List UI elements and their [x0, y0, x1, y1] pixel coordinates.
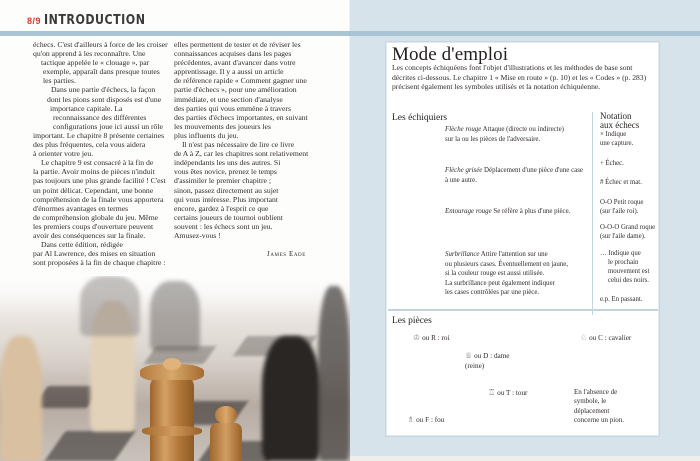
text-line: vous êtes novice, prenez le temps	[174, 167, 277, 177]
boards-heading: Les échiquiers	[392, 113, 448, 123]
text-line: qui vous intéresse. Plus important	[174, 194, 278, 204]
text-line: tactique appelée le « clouage », par	[41, 58, 150, 68]
notation-checkmate	[600, 179, 642, 188]
blurred-shadow-piece	[80, 276, 140, 336]
definition: les cases contrôlées par une pièce.	[445, 289, 540, 297]
term: Flèche grisée	[445, 167, 483, 174]
queen-top	[163, 358, 181, 370]
definition: sur la ou les pièces de l'adversaire.	[445, 135, 541, 143]
piece-queen	[465, 351, 510, 371]
piece-knight	[580, 333, 631, 344]
piece-label: ou C : cavalier	[589, 334, 632, 342]
text-line: avoir des conséquences sur la finale.	[33, 230, 146, 240]
text-line: les parties.	[43, 76, 76, 86]
definition: à une autre.	[445, 176, 477, 184]
notation-line: (sur l'aile roi).	[600, 207, 639, 215]
definition: Attire l'attention sur une	[480, 251, 548, 258]
text-line: elles permettent de tester et de réviser les	[174, 40, 301, 49]
queen-body	[150, 380, 194, 461]
notation-line: # Échec et mat.	[600, 179, 642, 186]
queen-icon: ♕	[465, 351, 473, 360]
text-line: encore, gardez à l'esprit ce que	[174, 203, 269, 213]
term: Surbrillance	[445, 251, 480, 258]
definition: ou plusieurs cases. Éventuellement en jaune,	[445, 260, 569, 268]
board-item-red-arrow	[445, 125, 564, 144]
header-bar	[0, 31, 350, 36]
text-line: des parties d'échecs importantes, en suivant	[174, 112, 308, 122]
text-line: importance capitale. La	[50, 103, 123, 113]
bottom-strip	[350, 456, 700, 461]
text-line: compréhension de la finale vous apportera	[33, 194, 164, 204]
pawn-note-line: concerne un pion.	[574, 416, 624, 425]
text-line: les premiers coups d'ouverture peuvent	[33, 221, 154, 231]
panel-title: Mode d'emploi	[392, 44, 509, 65]
text-line: pas toujours une plus grande facilité ! C'est	[33, 176, 166, 186]
text-line: exemple, apparaît dans presque toutes	[43, 67, 160, 77]
notation-line: … Indique que	[600, 250, 641, 257]
text-line: immédiate, et une section d'analyse	[174, 94, 283, 104]
term: Flèche rouge	[445, 126, 482, 133]
text-line: reconnaissance des différentes	[53, 112, 147, 122]
text-line: Le chapitre 9 est consacré à la fin de	[41, 158, 154, 168]
notation-line: O-O-O Grand roque	[600, 224, 656, 231]
text-line: Il n'est pas nécessaire de lire ce livre	[182, 140, 295, 150]
notation-short-castle	[600, 199, 643, 217]
author-signature: James Eade	[267, 250, 306, 258]
definition: Déplacement d'une pièce d'une case	[484, 167, 583, 174]
text-column-2	[174, 40, 339, 240]
text-line: les mouvements des joueurs les	[174, 121, 271, 131]
text-line: échecs. C'est d'ailleurs à force de les croiser	[33, 40, 168, 49]
pawn-head	[215, 406, 237, 424]
pawn-note-line: déplacement	[574, 406, 610, 415]
piece-sublabel: (reine)	[465, 361, 485, 370]
piece-label: ou T : tour	[497, 389, 528, 397]
page-number: 8/9	[27, 16, 42, 26]
text-line: indépendants les uns des autres. Si	[174, 158, 281, 168]
piece-king	[413, 333, 450, 344]
notation-line: O-O Petit roque	[600, 199, 644, 206]
queen-collar	[142, 426, 202, 436]
term: Entourage rouge	[445, 208, 492, 215]
rook-icon: ♖	[488, 388, 496, 397]
notation-en-passant	[600, 296, 642, 305]
notation-check	[600, 160, 624, 169]
blurred-white-piece	[0, 336, 42, 461]
definition: Se réfère à plus d'une pièce.	[493, 208, 571, 215]
notation-line: × Indique	[600, 131, 627, 138]
text-line: Dans cette édition, rédigée	[41, 240, 123, 250]
text-line: d'énormes avantages en termes	[33, 203, 129, 213]
pawn-note	[574, 388, 624, 426]
text-line: par Al Lawrence, des mises en situation	[33, 249, 156, 259]
text-line: important. Le chapitre 8 présente certaines	[33, 130, 165, 140]
board-item-red-outline	[445, 207, 570, 217]
how-to-use-panel	[385, 41, 660, 437]
text-line: un point délicat. Cependant, une bonne	[33, 185, 154, 195]
notation-line: mouvement est	[608, 267, 650, 275]
notation-line: le prochain	[608, 258, 639, 266]
text-line: Dans une partie d'échecs, la façon	[51, 85, 156, 95]
intro-line: décrites ci-dessous. Le chapitre 1 « Mise en route » (p. 10) et les « Codes » (p. 283)	[392, 72, 647, 82]
notation-line: + Échec.	[600, 160, 624, 167]
notation-line: celui des noirs.	[608, 276, 649, 284]
text-line: la partie. Avoir moins de pièces n'induit	[33, 167, 155, 177]
text-line: des plus fréquentes, cela vous aidera	[33, 140, 146, 150]
text-line: à orienter votre jeu.	[33, 149, 94, 159]
piece-label: ou F : fou	[416, 416, 445, 424]
blurred-black-piece	[318, 286, 350, 461]
notation-line: e.p. En passant.	[600, 296, 643, 303]
piece-label: ou D : dame	[474, 352, 510, 360]
board-square	[44, 431, 135, 461]
section-divider	[388, 309, 658, 311]
blurred-shadow-piece	[150, 281, 200, 351]
text-line: certains joueurs de tournoi oublient	[174, 212, 283, 222]
notation-title-line: aux échecs	[600, 120, 640, 130]
text-line: sinon, passez directement au sujet	[174, 185, 279, 195]
piece-bishop	[407, 415, 444, 426]
board-item-highlight	[445, 250, 568, 298]
intro-line: précisent également les symboles utilisés et la notation échiquéenne.	[392, 82, 601, 92]
text-line: de compréhension globale du jeu. Même	[33, 212, 159, 222]
bishop-icon: ♗	[407, 415, 415, 424]
definition: si la couleur rouge est aussi utilisée.	[445, 270, 545, 278]
intro-line: Les concepts échiquéens font l'objet d'illustrations et les méthodes de base sont	[392, 63, 633, 72]
notation-column	[592, 112, 656, 315]
chess-pieces-photo	[0, 276, 350, 461]
notation-capture	[600, 131, 633, 149]
piece-rook	[488, 388, 527, 399]
notation-long-castle	[600, 224, 655, 242]
header-bar	[350, 31, 700, 36]
board-item-grey-arrow	[445, 166, 583, 185]
text-line: sont proposées à la fin de chaque chapitre :	[33, 258, 166, 268]
king-icon: ♔	[413, 333, 421, 342]
pawn-body	[210, 423, 242, 461]
text-line: qu'on apprend à les reconnaître. Une	[33, 49, 146, 59]
blurred-black-bishop	[262, 336, 320, 461]
text-line: de A à Z, car les chapitres sont relativement	[174, 149, 309, 159]
text-line: des parties qui vous emmène à travers	[174, 103, 291, 113]
text-line: dont les pions sont disposés est d'une	[47, 94, 162, 104]
text-line: d'assimiler le premier chapitre ;	[174, 176, 272, 186]
text-line: partie d'échecs », pour une amélioration	[174, 85, 297, 95]
text-line: Amusez-vous !	[174, 230, 221, 240]
text-line: connaissances acquises dans les pages	[174, 49, 292, 59]
pawn-note-line: symbole, le	[574, 397, 607, 406]
chapter-heading	[27, 13, 163, 28]
text-column-1	[33, 40, 168, 267]
piece-label: ou R : roi	[422, 334, 450, 342]
notation-title	[600, 112, 656, 130]
panel-intro	[392, 63, 656, 92]
notation-line: (sur l'aile dame).	[600, 232, 646, 240]
notation-line: une capture.	[600, 139, 634, 147]
definition: La surbrillance peut également indiquer	[445, 279, 555, 287]
text-line: souvent : les échecs sont un jeu.	[174, 221, 273, 231]
text-line: configurations joue ici aussi un rôle	[53, 121, 163, 131]
knight-icon: ♘	[580, 333, 588, 342]
text-line: précédentes, avant d'avancer dans votre	[174, 58, 296, 68]
pawn-note-line: En l'absence de	[574, 388, 618, 396]
text-line: de référence rapide « Comment gagner une	[174, 76, 307, 86]
pieces-heading: Les pièces	[392, 316, 432, 326]
text-line: apprentissage. Il y a aussi un article	[174, 67, 284, 77]
notation-title-line: Notation	[600, 111, 632, 121]
chapter-title: INTRODUCTION	[44, 13, 146, 28]
notation-black-move	[600, 250, 649, 286]
definition: Attaque (directe ou indirecte)	[482, 126, 564, 133]
text-line: plus influents du jeu.	[174, 130, 239, 140]
